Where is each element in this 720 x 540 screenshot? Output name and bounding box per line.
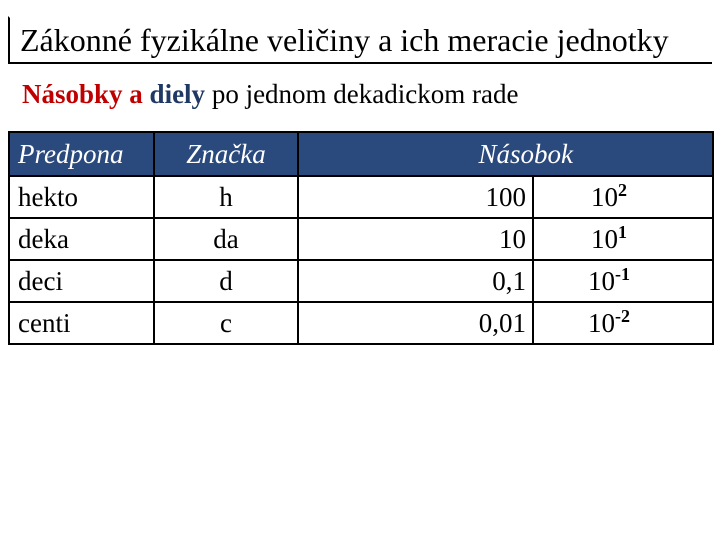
table-header-row: [9, 132, 713, 176]
table-row: [9, 176, 713, 218]
cell-multiple: 0,1: [298, 260, 533, 302]
power-exponent: -2: [615, 305, 630, 326]
header-multiple: [298, 132, 573, 176]
subtitle-multiples: Násobky: [22, 79, 123, 109]
cell-symbol: h: [154, 176, 298, 218]
slide-title: Zákonné fyzikálne veličiny a ich meracie jednotky: [20, 22, 669, 58]
power-exponent: -1: [615, 263, 630, 284]
subtitle-and: a: [129, 79, 143, 109]
cell-symbol: c: [154, 302, 298, 344]
slide-subtitle: [22, 76, 518, 112]
power-base: 10: [591, 223, 618, 254]
table-row: [9, 218, 713, 260]
power-base: 10: [588, 307, 615, 338]
cell-symbol: d: [154, 260, 298, 302]
cell-power: [533, 218, 713, 260]
power-exponent: 2: [618, 179, 627, 200]
table-row: [9, 302, 713, 344]
power-base: 10: [588, 265, 615, 296]
cell-prefix: deka: [9, 218, 154, 260]
cell-power: [533, 176, 713, 218]
header-multiple-label: Násobok: [478, 138, 573, 169]
power-base: 10: [591, 181, 618, 212]
prefix-table: [8, 131, 714, 345]
cell-power: [533, 260, 713, 302]
subtitle-parts: diely: [149, 79, 206, 109]
cell-multiple: 0,01: [298, 302, 533, 344]
cell-symbol: da: [154, 218, 298, 260]
header-prefix: Predpona: [9, 132, 154, 176]
cell-prefix: hekto: [9, 176, 154, 218]
power-exponent: 1: [618, 221, 627, 242]
cell-power: [533, 302, 713, 344]
cell-prefix: centi: [9, 302, 154, 344]
cell-multiple: 100: [298, 176, 533, 218]
table-row: [9, 260, 713, 302]
cell-multiple: 10: [298, 218, 533, 260]
cell-prefix: deci: [9, 260, 154, 302]
header-symbol: Značka: [154, 132, 298, 176]
subtitle-rest: po jednom dekadickom rade: [211, 79, 519, 109]
